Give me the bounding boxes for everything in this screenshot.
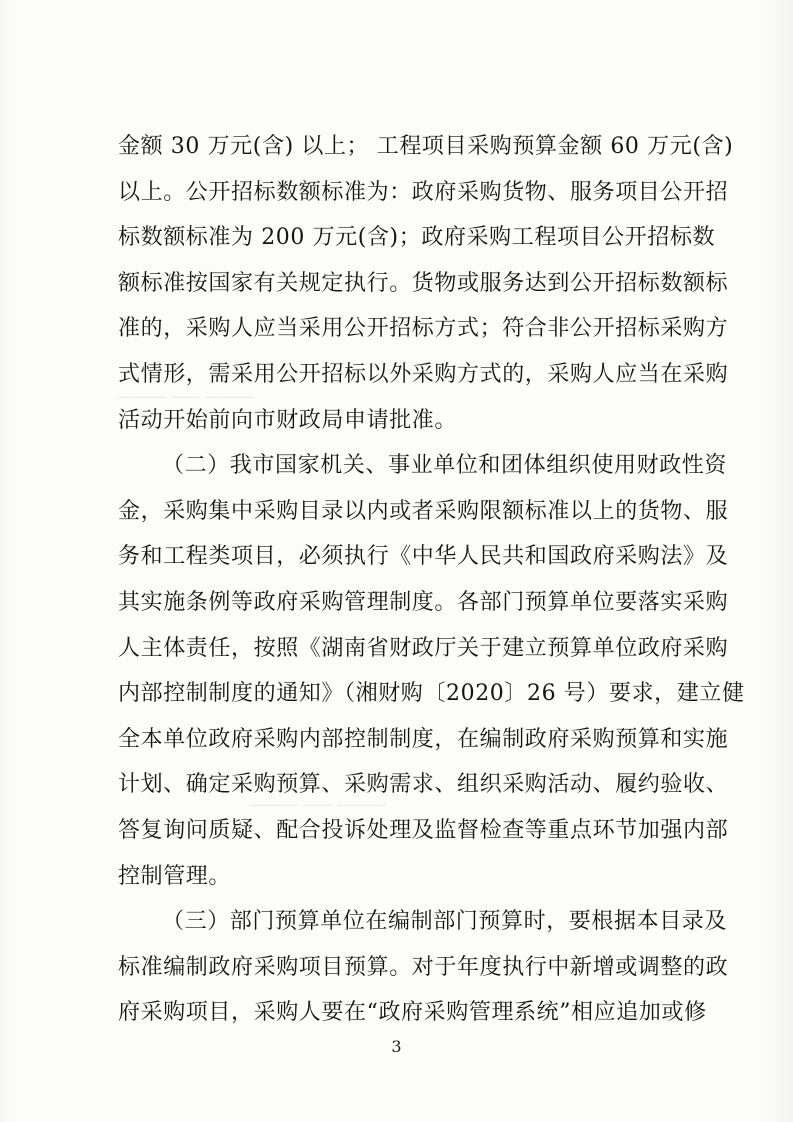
text-line: 务和工程类项目，必须执行《中华人民共和国政府采购法》及 [118, 544, 729, 570]
text-line: 计划、确定采购预算、采购需求、组织采购活动、履约验收、 [118, 772, 729, 798]
text-line: 准的，采购人应当采用公开招标方式；符合非公开招标采购方 [118, 316, 729, 342]
text-line: 额标准按国家有关规定执行。货物或服务达到公开招标数额标 [118, 270, 729, 296]
text-line: 人主体责任，按照《湖南省财政厅关于建立预算单位政府采购 [118, 635, 729, 661]
text-line: 内部控制制度的通知》（湘财购〔2020〕26 号）要求，建立健 [118, 681, 745, 707]
bleed-through-mark: ───── ─── ───── [250, 796, 386, 815]
bleed-through-mark: ───── ─── ───── [118, 388, 254, 407]
text-line: 以上。公开招标数额标准为：政府采购货物、服务项目公开招 [118, 179, 729, 205]
text-line: 答复询问质疑、配合投诉处理及监督检查等重点环节加强内部 [118, 817, 729, 843]
text-line: 其实施条例等政府采购管理制度。各部门预算单位要落实采购 [118, 589, 729, 615]
paragraph-continuation [118, 124, 734, 443]
text-line: 金，采购集中采购目录以内或者采购限额标准以上的货物、服 [118, 498, 729, 524]
page-number: 3 [391, 1037, 402, 1056]
text-line: 标准编制政府采购项目预算。对于年度执行中新增或调整的政 [118, 954, 729, 980]
text-line: 活动开始前向市财政局申请批准。 [118, 407, 458, 433]
text-line: 标数额标准为 200 万元(含)；政府采购工程项目公开招标数 [118, 225, 716, 251]
text-line: 控制管理。 [118, 863, 232, 889]
paragraph-section-two [118, 443, 745, 899]
document-body [118, 124, 745, 1036]
text-line: 金额 30 万元(含) 以上； 工程项目采购预算金额 60 万元(含) [118, 134, 734, 159]
text-line: （三）部门预算单位在编制部门预算时，要根据本目录及 [162, 909, 728, 935]
text-line: 式情形，需采用公开招标以外采购方式的，采购人应当在采购 [118, 361, 729, 387]
text-line: 全本单位政府采购内部控制制度，在编制政府采购预算和实施 [118, 726, 729, 752]
paragraph-section-three [118, 899, 729, 1036]
text-line: （二）我市国家机关、事业单位和团体组织使用财政性资 [162, 453, 728, 479]
text-line: 府采购项目，采购人要在“政府采购管理系统”相应追加或修 [118, 1000, 707, 1026]
